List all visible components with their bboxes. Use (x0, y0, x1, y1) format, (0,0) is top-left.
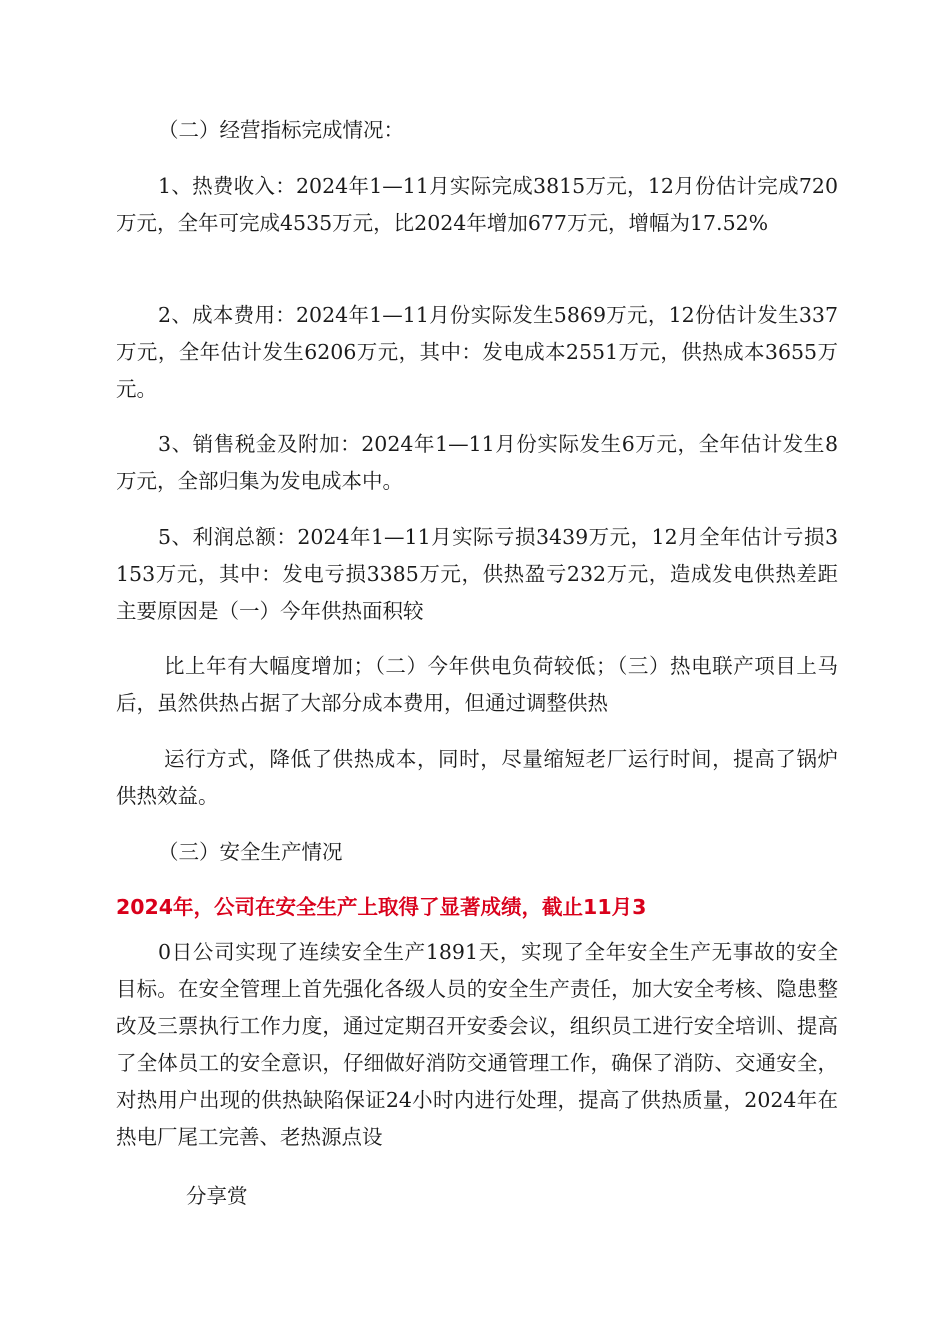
paragraph-profit-continuation-1: 比上年有大幅度增加；（二）今年供电负荷较低；（三）热电联产项目上马后，虽然供热占据了大部分成本费用，但通过调整供热 (116, 654, 838, 715)
section-heading-operations: （二）经营指标完成情况： (158, 118, 404, 142)
paragraph-safety-details: 0日公司实现了连续安全生产1891天，实现了全年安全生产无事故的安全目标。在安全管理上首先强化各级人员的安全生产责任，加大安全考核、隐患整改及三票执行工作力度，通过定期召开安委会议，组织员工进行安全培训、提高了全体员工的安全意识，仔细做好消防交通管理工作，确保了消防、交通安全，对热用户出现的供热缺陷保证24小时内进行处理，提高了供热质量，2024年在热电厂尾工完善、老热源点设 (116, 940, 838, 1149)
share-reward-text: 分享赏 (186, 1184, 248, 1208)
paragraph-heat-revenue: 1、热费收入：2024年1—11月实际完成3815万元，12月份估计完成720万元，全年可完成4535万元，比2024年增加677万元，增幅为17.52% (116, 174, 838, 235)
paragraph-total-profit: 5、利润总额：2024年1—11月实际亏损3439万元，12月全年估计亏损3153万元，其中：发电亏损3385万元，供热盈亏232万元，造成发电供热差距主要原因是（一）今年供热面积较 (116, 525, 838, 623)
paragraph-sales-tax: 3、销售税金及附加：2024年1—11月份实际发生6万元，全年估计发生8万元，全部归集为发电成本中。 (116, 432, 838, 493)
paragraph-profit-continuation-2: 运行方式，降低了供热成本，同时，尽量缩短老厂运行时间，提高了锅炉供热效益。 (116, 747, 838, 808)
highlighted-safety-line: 2024年，公司在安全生产上取得了显著成绩，截止11月3 (116, 895, 647, 919)
section-heading-safety: （三）安全生产情况 (158, 840, 343, 864)
paragraph-cost-expenses: 2、成本费用：2024年1—11月份实际发生5869万元，12份估计发生337万元，全年估计发生6206万元，其中：发电成本2551万元，供热成本3655万元。 (116, 303, 838, 401)
